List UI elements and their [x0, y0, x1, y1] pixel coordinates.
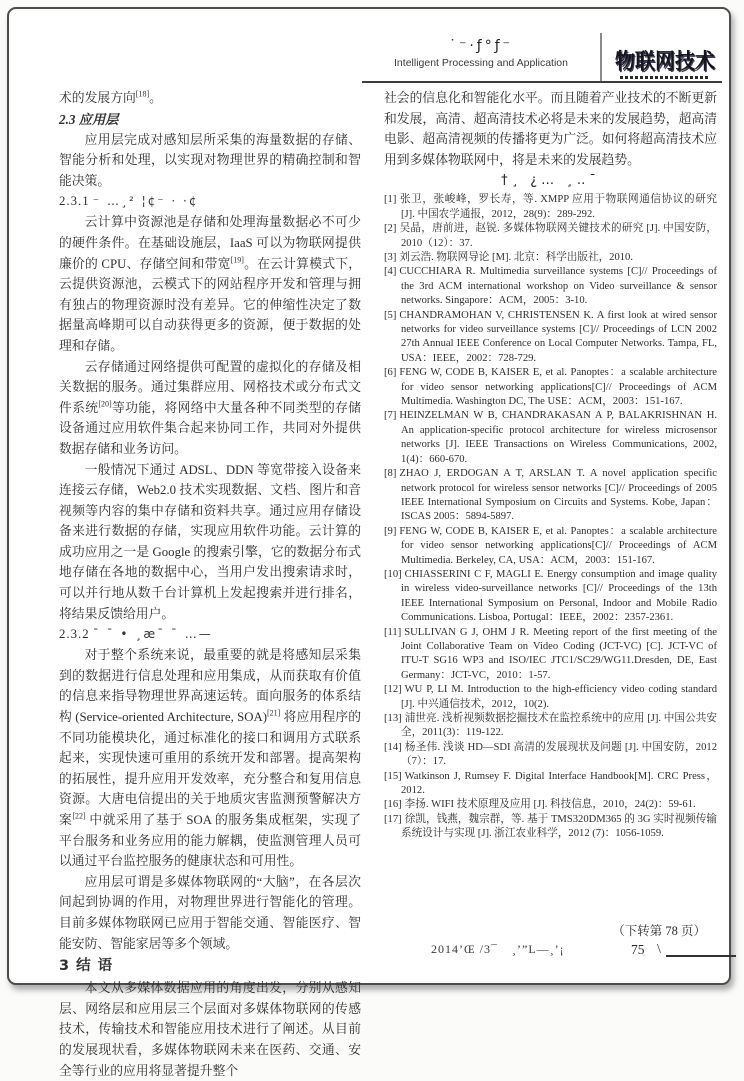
- continuation-note: （下转第 78 页）: [612, 924, 706, 938]
- reference-item: [384, 309, 717, 367]
- footer-slash-mark: \: [657, 942, 661, 957]
- body-paragraph: 一般情况下通过 ADSL、DDN 等宽带接入设备来连接云存储，Web2.0 技术实现数据、文档、图片和音视频等内容的集中存储和资料共享。通过应用存储设备来进行数据的存储，实现应用软件功能。云计算的成功应用之一是 Google 的搜索引擎，它的数据分布式地存储在各地的数据中心，当用户发出搜索请求时，可以并行地从数千台计算机上发起搜索并进行排名，将结果反馈给用户。: [59, 462, 361, 621]
- section-heading: [59, 191, 361, 212]
- section-title-stylized: ⁻ …¸² ¦¢⁻ · ·¢: [92, 194, 199, 209]
- reference-text: CHIASSERINI C F, MAGLI E. Energy consumption and image quality in wireless video-surveillance networks [C]// Proceedings of the 13th IEEE International Symposium on Personal, Indoor and Mobile Radio Communications. Lisboa, Portugal：IEEE，2002：2357-2361.: [401, 568, 717, 624]
- reference-number: [15]: [384, 770, 402, 782]
- right-intro: 社会的信息化和智能化水平。而且随着产业技术的不断更新和发展，高清、超高清技术必将是未来的发展趋势，超高清电影、超高清视频的传播将更为广泛。如何将超高清技术应用到多媒体物联网中，将是未来的发展趋势。: [384, 91, 717, 167]
- citation-marker: [21]: [266, 708, 281, 718]
- right-column: [384, 88, 717, 930]
- reference-number: [7]: [384, 410, 397, 422]
- reference-text: FENG W, CODE B, KAISER E, et al. Panoptes：a scalable architecture for video sensor networking applications[C]// Proceedings of ACM Multimedia. Berkeley, CA, USA：ACM，2003：151-167.: [399, 525, 717, 566]
- reference-item: [384, 525, 717, 568]
- reference-text: 徐凯，钱燕，魏宗群，等. 基于 TMS320DM365 的 3G 实时视频传输系统设计与实现 [J]. 浙江农业科学，2012 (7)：1056-1059.: [401, 813, 717, 840]
- citation-marker: [18]: [135, 89, 150, 99]
- section-title-stylized: ¯ ¯ • ¸æ¯ ¯ …—: [92, 627, 213, 642]
- reference-item: [384, 222, 717, 251]
- reference-number: [4]: [384, 266, 397, 278]
- body-paragraph: 对于整个系统来说，最重要的就是将感知层采集到的数据进行信息处理和应用集成，从而获取有价值的信息来指导物理世界高速运转。面向服务的体系结构 (Service-oriented Architecture, SOA)[21] 将应用程序的不同功能模块化，通过标准化的接口和调用方式联系起来，实现快速可重用的系统开发和部署。提高架构的拓展性，提升应用开发效率，充分整合和复用信息资源。大唐电信提出的关于地质灾害监测预警解决方案[22] 中就采用了基于 SOA 的服务集成框架，实现了平台服务和业务应用的能力解耦，使监测管理人员可以通过平台监控服务的健康状态和可用性。: [59, 648, 361, 869]
- reference-number: [1]: [384, 194, 397, 206]
- references-list: [384, 193, 717, 841]
- reference-number: [13]: [384, 713, 402, 724]
- body-paragraph: 应用层完成对感知层所采集的海量数据的存储、智能分析和处理，以实现对物理世界的精确控制和智能决策。: [59, 132, 361, 188]
- section-number: 2.3.1: [59, 194, 90, 209]
- reference-text: 吴晶，唐前进，赵锐. 多媒体物联网关键技术的研究 [J]. 中国安防，2010（12）：37.: [399, 223, 717, 249]
- reference-number: [9]: [384, 525, 397, 537]
- body-paragraph: 应用层可谓是多媒体物联网的“大脑”，在各层次间起到协调的作用，对物理世界进行智能化的管理。目前多媒体物联网已应用于智能交通、智能医疗、智能安防、智能家居等多个领域。: [59, 874, 361, 951]
- reference-number: [12]: [384, 684, 402, 696]
- reference-number: [14]: [384, 741, 402, 753]
- reference-number: [3]: [384, 252, 397, 263]
- reference-number: [11]: [384, 626, 402, 638]
- reference-text: FENG W, CODE B, KAISER E, et al. Panoptes：a scalable architecture for video sensor networking applications[C]// Proceedings of ACM Multimedia. Washington DC, The USE：ACM，2003：151-167.: [399, 367, 717, 408]
- reference-number: [10]: [384, 568, 402, 580]
- reference-item: [384, 712, 717, 741]
- left-column: [59, 88, 362, 1078]
- citation-marker: [22]: [72, 811, 86, 821]
- reference-text: WU P, LI M. Introduction to the high-efficiency video coding standard [J]. 中兴通信技术，2012，10(2).: [401, 684, 717, 710]
- body-paragraph: 云存储通过网络提供可配置的虚拟化的存储及相关数据的服务。通过集群应用、网格技术或分布式文件系统[20]等功能，将网络中大量各种不同类型的存储设备通过应用软件集合起来协同工作，共同对外提供数据存储和业务访问。: [59, 359, 362, 456]
- section-heading: [59, 624, 361, 645]
- section-heading: 2.3 应用层: [59, 111, 119, 127]
- column-title-stylized: ˙⁻·ƒ°ƒ⁻: [448, 38, 514, 54]
- section-heading: 3 结 语: [59, 958, 114, 975]
- reference-item: [384, 251, 717, 265]
- reference-text: Watkinson J, Rumsey F. Digital Interface Handbook[M]. CRC Press，2012.: [401, 770, 717, 797]
- reference-item: [384, 265, 717, 308]
- reference-text: CUCCHIARA R. Multimedia surveillance systems [C]// Proceedings of the 3rd ACM international workshop on Video surveillance & sensor networks. Singapore：ACM，2005：3-10.: [399, 266, 717, 307]
- reference-item: [384, 813, 717, 842]
- reference-text: 刘云浩. 物联网导论 [M]. 北京：科学出版社，2010.: [399, 252, 634, 263]
- column-title-english: Intelligent Processing and Application: [394, 57, 568, 69]
- reference-text: ZHAO J, ERDOGAN A T, ARSLAN T. A novel application specific network protocol for wireless sensor networks [C]// Proceedings of 2005 IEEE International Symposium on Circuits and Systems. Kobe, Japan：ISCAS 2005：5894-5897.: [399, 468, 717, 523]
- reference-item: [384, 741, 717, 770]
- footer-rule: [666, 955, 736, 957]
- reference-number: [17]: [384, 813, 402, 825]
- reference-item: [384, 366, 717, 409]
- reference-text: CHANDRAMOHAN V, CHRISTENSEN K. A first look at wired sensor networks for video surveillance systems [C]// Proceedings of LCN 2002 27th Annual IEEE Conference on Local Computer Networks. Tampa, FL, USA：IEEE，2002：728-729.: [399, 309, 717, 364]
- reference-text: HEINZELMAN W B, CHANDRAKASAN A P, BALAKRISHNAN H. An application-specific protocol architecture for wireless microsensor networks [J]. IEEE Transactions on Wireless Communications, 2002, 1(4)：660-670.: [399, 410, 717, 465]
- reference-text: 张卫，张峻峰，罗长寿，等. XMPP 应用于物联网通信协议的研究 [J]. 中国农学通报，2012，28(9)：289-292.: [399, 194, 717, 220]
- header-vertical-divider: [600, 33, 602, 82]
- reference-text: 浦世亮. 浅析视频数据挖掘技术在监控系统中的应用 [J]. 中国公共安全，2011(3)：119-122.: [401, 713, 717, 739]
- reference-number: [5]: [384, 309, 397, 321]
- section-number: 2.3.2: [59, 627, 90, 642]
- reference-item: [384, 409, 717, 467]
- reference-item: [384, 626, 717, 684]
- reference-text: 杨圣伟. 浅谈 HD—SDI 高清的发展现状及问题 [J]. 中国安防，2012（7）：17.: [401, 741, 717, 768]
- reference-item: [384, 193, 717, 222]
- footer-page-number: 75: [631, 942, 645, 957]
- journal-logo-subtext-strip: [620, 76, 710, 79]
- body-paragraph: 云计算中资源池是存储和处理海量数据必不可少的硬件条件。在基础设施层，IaaS 可以为物联网提供廉价的 CPU、存储空间和带宽[19]。在云计算模式下，云提供资源池，云模式下的网站程序开发和管理与拥有独占的物理资源时没有差异。它的伸缩性决定了数据量高峰期可以自动获得更多的资源，便于数据的处理和存储。: [59, 215, 362, 353]
- header-rule: [362, 81, 722, 83]
- reference-number: [6]: [384, 367, 397, 379]
- reference-number: [16]: [384, 799, 402, 811]
- reference-item: [384, 467, 717, 525]
- reference-item: [384, 683, 717, 712]
- reference-text: SULLIVAN G J, OHM J R. Meeting report of the first meeting of the Joint Collaborative Team on Video Coding (JCT-VC) [C]. JCT-VC of ITU-T SG16 WP3 and ISO/IEC JTC1/SC29/WG11.Dresden, DE, East Germany：JCT-VC，2010：1-57.: [401, 626, 717, 681]
- reference-number: [8]: [384, 468, 397, 480]
- footer-journal-mark: ¸’”L—¸’¡: [512, 942, 565, 956]
- footer-issue-text: 2014’Œ /3¯: [431, 942, 498, 956]
- page-header: [368, 38, 594, 69]
- reference-item: [384, 798, 717, 812]
- reference-item: [384, 568, 717, 626]
- references-heading: †¸ ¿… ¸‥¯: [501, 173, 600, 189]
- body-paragraph: 术的发展方向[18]。: [59, 89, 162, 105]
- body-paragraph: 本文从多媒体数据应用的角度出发，分别从感知层、网络层和应用层三个层面对多媒体物联网的传感技术，传输技术和智能应用技术进行了阐述。从目前的发展现状看，多媒体物联网未来在医药、交通、安全等行业的应用将显著提升整个: [59, 981, 361, 1078]
- journal-logo: [612, 45, 718, 79]
- reference-number: [2]: [384, 223, 397, 235]
- reference-item: [384, 770, 717, 799]
- citation-marker: [20]: [98, 399, 112, 409]
- page-footer: [0, 942, 744, 964]
- reference-text: 李扬. WIFI 技术原理及应用 [J]. 科技信息，2010，24(2)：59-61.: [404, 799, 696, 811]
- journal-logo-text: 物联网技术: [615, 48, 715, 75]
- citation-marker: [19]: [230, 255, 244, 265]
